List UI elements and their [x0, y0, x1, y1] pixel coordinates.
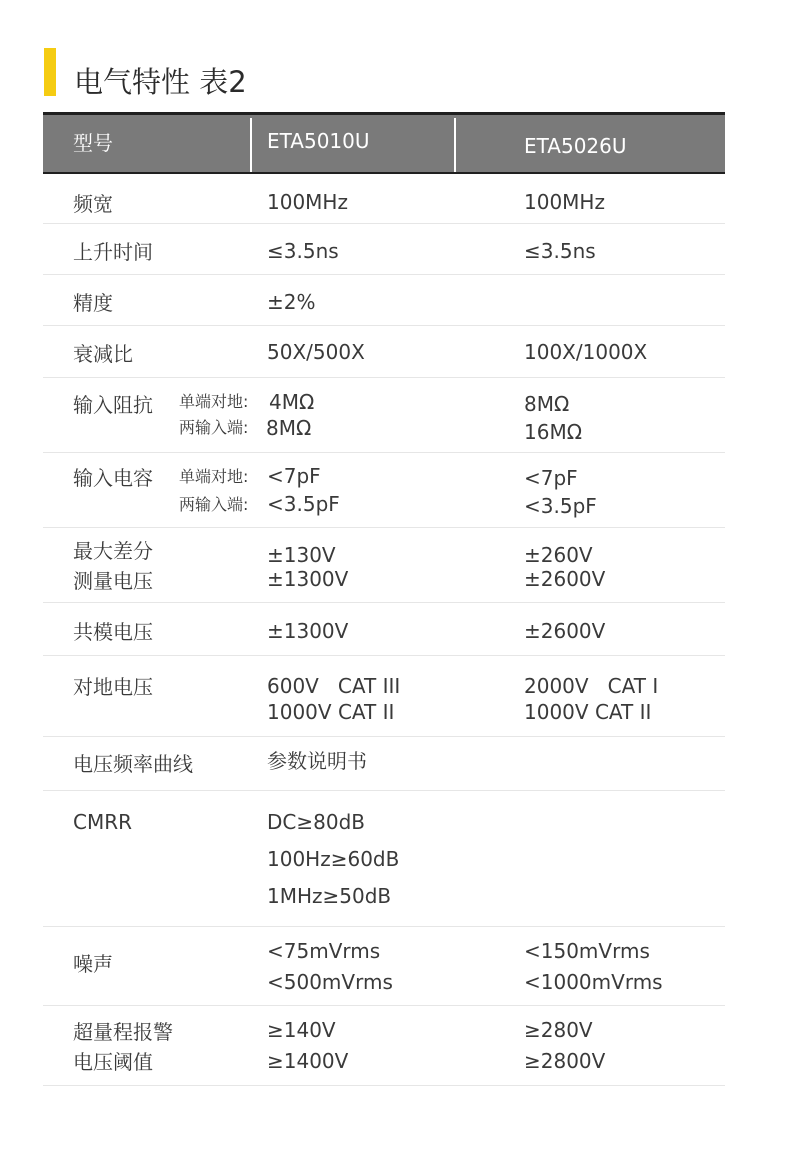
table-row	[43, 1006, 725, 1086]
value-model-2: ±2600V	[524, 619, 606, 643]
row-label: 电压阈值	[73, 1050, 153, 1074]
value-model-1: <75mVrms	[267, 939, 381, 963]
table-row	[43, 603, 725, 656]
sub-label-single-ended: 单端对地:	[179, 467, 249, 486]
value-model-1: ±1300V	[267, 619, 349, 643]
value-model-1: 1000V CAT II	[267, 700, 395, 724]
sub-label-single-ended: 单端对地:	[179, 392, 249, 411]
row-label: 电压频率曲线	[73, 752, 193, 776]
value-model-2: 16MΩ	[524, 420, 582, 444]
value-model-2: ±260V	[524, 543, 593, 567]
value-model-1: <3.5pF	[267, 492, 340, 516]
spec-table	[43, 112, 725, 1086]
header-separator	[250, 118, 252, 172]
table-row	[43, 174, 725, 224]
table-row	[43, 326, 725, 378]
value-model-2: 8MΩ	[524, 392, 570, 416]
page-title: 电气特性 表2	[74, 65, 247, 99]
value-model-1: 100Hz≥60dB	[267, 847, 400, 871]
table-row	[43, 791, 725, 927]
value-model-2: <3.5pF	[524, 494, 597, 518]
value-model-2: <7pF	[524, 466, 578, 490]
row-label: 输入阻抗	[73, 393, 153, 417]
value-model-1: ±130V	[267, 543, 336, 567]
value-model-1: DC≥80dB	[267, 810, 365, 834]
value-model-1: ≥1400V	[267, 1049, 349, 1073]
row-label: 对地电压	[73, 675, 153, 699]
table-row	[43, 737, 725, 791]
value-model-1: ≤3.5ns	[267, 239, 339, 263]
sub-label-differential: 两输入端:	[179, 495, 249, 514]
value-model-2: ≥2800V	[524, 1049, 606, 1073]
value-model-2: ≤3.5ns	[524, 239, 596, 263]
row-label: 频宽	[73, 192, 113, 216]
value-model-2: 1000V CAT II	[524, 700, 652, 724]
table-row	[43, 275, 725, 326]
table-row	[43, 224, 725, 275]
header-model-1: ETA5010U	[267, 129, 370, 153]
value-model-1: ≥140V	[267, 1018, 336, 1042]
table-row	[43, 528, 725, 603]
value-model-1: <7pF	[267, 464, 321, 488]
row-label: 共模电压	[73, 620, 153, 644]
value-model-1: 1MHz≥50dB	[267, 884, 392, 908]
value-model-2: 2000V CAT I	[524, 674, 659, 698]
value-model-2: 100MHz	[524, 190, 605, 214]
value-model-2: <1000mVrms	[524, 970, 663, 994]
row-label: 衰减比	[73, 342, 133, 366]
value-model-1: 100MHz	[267, 190, 348, 214]
row-label: 最大差分	[73, 539, 153, 563]
row-label: CMRR	[73, 810, 133, 834]
value-model-2: <150mVrms	[524, 939, 650, 963]
row-label: 噪声	[73, 952, 113, 976]
value-model-1: 50X/500X	[267, 340, 365, 364]
table-row	[43, 378, 725, 453]
value-model-1: 600V CAT III	[267, 674, 401, 698]
header-separator	[454, 118, 456, 172]
header-model-2: ETA5026U	[524, 134, 627, 158]
header-model-label: 型号	[73, 131, 113, 155]
row-label: 测量电压	[73, 569, 153, 593]
row-label: 上升时间	[73, 240, 153, 264]
value-model-1: 4MΩ	[269, 390, 315, 414]
table-header	[43, 112, 725, 174]
table-row	[43, 656, 725, 737]
value-model-1: <500mVrms	[267, 970, 393, 994]
row-label: 输入电容	[73, 466, 153, 490]
row-label: 超量程报警	[73, 1020, 173, 1044]
table-row	[43, 453, 725, 528]
value-model-1: 参数说明书	[267, 749, 367, 773]
value-model-2: ±2600V	[524, 567, 606, 591]
value-model-1: ±2%	[267, 290, 316, 314]
value-model-2: ≥280V	[524, 1018, 593, 1042]
row-label: 精度	[73, 291, 113, 315]
table-row	[43, 927, 725, 1006]
value-model-1: ±1300V	[267, 567, 349, 591]
value-model-1: 8MΩ	[266, 416, 312, 440]
value-model-2: 100X/1000X	[524, 340, 648, 364]
title-accent-bar	[44, 48, 56, 96]
sub-label-differential: 两输入端:	[179, 418, 249, 437]
